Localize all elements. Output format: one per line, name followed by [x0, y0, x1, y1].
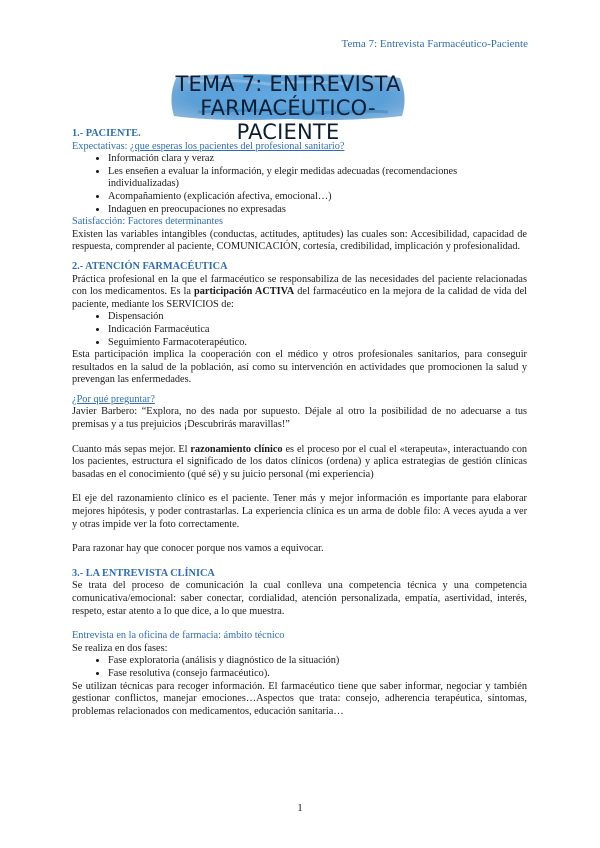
fases-list	[72, 655, 527, 680]
list-item: • Dispensación	[108, 311, 527, 324]
banner-title-line1: TEMA 7: ENTREVISTA	[175, 72, 401, 96]
paragraph-eje: El eje del razonamiento clínico es el paciente. Tener más y mejor información es importante para elaborar mejores hipótesis, y poder contrastarlas. La experiencia clínica es un arma de doble filo: A veces ayuda a ver y otras impide ver la foto correctamente.	[72, 493, 527, 530]
list-item: • Seguimiento Farmacoterapéutico.	[108, 337, 527, 350]
list-item: • Indicación Farmacéutica	[108, 324, 527, 337]
subheading-satisfaccion: Satisfacción: Factores determinantes	[72, 216, 223, 228]
subheading-por-que-preguntar: ¿Por qué preguntar?	[72, 393, 155, 405]
subheading-expectativas	[72, 141, 527, 154]
paragraph-variables: Existen las variables intangibles (conductas, actitudes, aptitudes) las cuales son: Accesibilidad, capacidad de respuesta, comprender al paciente, COMUNICACIÓN, cortesía, credibilidad, implicación y profesionalidad.	[72, 228, 527, 253]
paragraph-tecnicas: Se utilizan técnicas para recoger información. El farmacéutico tiene que saber informar, negociar y también gestionar conflictos, manejar emociones…Aspectos que trata: consejo, adherencia terapéutica, síntomas, problemas relacionados con medicamentos, educación sanitaria…	[72, 680, 527, 717]
paragraph-fases-intro: Se realiza en dos fases:	[72, 642, 168, 654]
expectativas-question: ¿que esperas los pacientes del profesional sanitario?	[130, 140, 345, 152]
section-heading-atencion: 2.- ATENCIÓN FARMACÉUTICA	[72, 260, 228, 272]
section-heading-entrevista: 3.- LA ENTREVISTA CLÍNICA	[72, 567, 215, 579]
bold-participacion: participación ACTIVA	[194, 286, 295, 298]
title-banner	[168, 72, 408, 144]
running-header: Tema 7: Entrevista Farmacéutico-Paciente	[341, 38, 528, 50]
paragraph-razonar: Para razonar hay que conocer porque nos vamos a equivocar.	[72, 543, 324, 555]
expectativas-label: Expectativas:	[72, 140, 128, 152]
paragraph-cooperacion: Esta participación implica la cooperación con el médico y otros profesionales sanitarios, para conseguir resultados en la salud de la población, así como su intervención en actividades que promocionen la salud y prevengan las enfermedades.	[72, 349, 527, 386]
list-item: • Les enseñen a evaluar la información, y elegir medidas adecuadas (recomendaciones individualizadas)	[108, 166, 527, 191]
bold-razonamiento: razonamiento clínico	[190, 443, 283, 455]
paragraph-practica: Práctica profesional en la que el farmacéutico se responsabiliza de las necesidades del paciente relacionadas con los medicamentos. Es la participación ACTIVA del farmacéutico en la mejora de la calidad de vida del paciente, mediante los SERVICIOS de:	[72, 273, 527, 310]
list-item: • Fase resolutiva (consejo farmacéutico).	[108, 668, 527, 681]
list-item: • Fase exploratoria (análisis y diagnóstico de la situación)	[108, 655, 527, 668]
list-item: • Información clara y veraz	[108, 153, 527, 166]
paragraph-comunicacion: Se trata del proceso de comunicación la cual conlleva una competencia técnica y una competencia comunicativa/emocional: saber conectar, cordialidad, atención personalizada, empatía, asertividad, interés, respeto, estar atento a lo que dice, a lo que muestra.	[72, 580, 527, 617]
paragraph-razonamiento: Cuanto más sepas mejor. El razonamiento clínico es el proceso por el cual el «terapeuta», interactuando con los pacientes, estructura el significado de los datos clínicos (ordena) y aplica estrategias de gestión clínicas basadas en el conocimiento (qué sé) y su juicio personal (mi experiencia)	[72, 443, 527, 480]
quote-barbero: Javier Barbero: “Explora, no des nada por supuesto. Déjale al otro la posibilidad de no adecuarse a tus premisas y a tus prejuicios ¡Descubrirás maravillas!”	[72, 406, 527, 431]
subheading-oficina-farmacia: Entrevista en la oficina de farmacia: ámbito técnico	[72, 630, 285, 642]
list-item: • Acompañamiento (explicación afectiva, emocional…)	[108, 191, 527, 204]
servicios-list	[72, 311, 527, 349]
list-item: • Indaguen en preocupaciones no expresadas	[108, 204, 527, 217]
expectativas-list	[72, 153, 527, 216]
section-heading-paciente: 1.- PACIENTE.	[72, 128, 141, 139]
document-body	[72, 128, 527, 718]
page-number: 1	[297, 802, 303, 814]
banner-title-line2: FARMACÉUTICO-PACIENTE	[200, 96, 376, 144]
